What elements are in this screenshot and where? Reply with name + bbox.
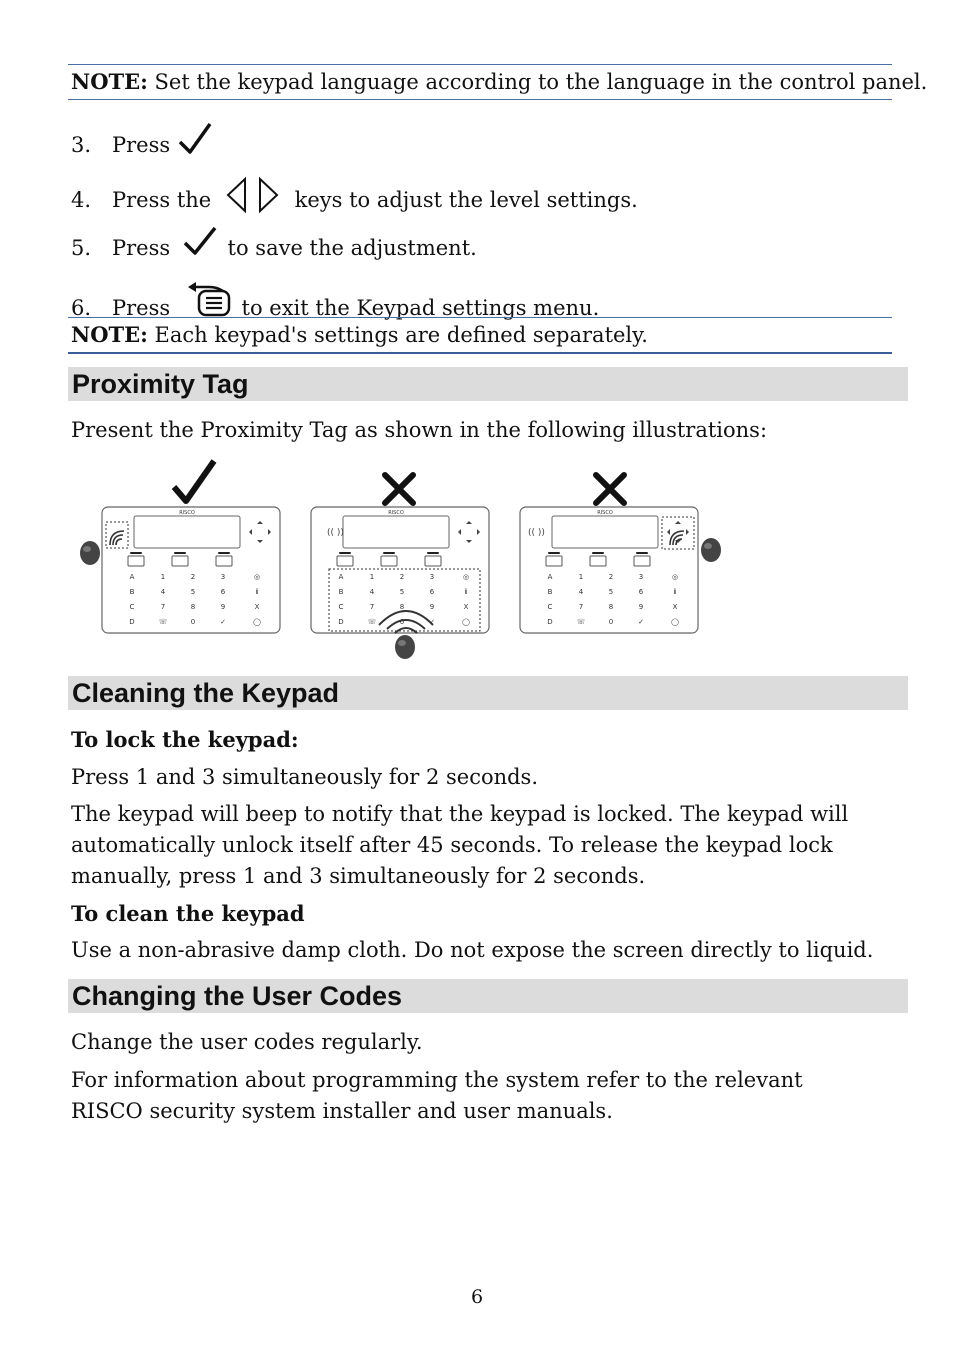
- proximity-tag: [395, 635, 415, 659]
- check-icon: [174, 461, 214, 501]
- note-text: Each keypad's settings are defined separately.: [147, 323, 648, 347]
- step-text: Press the: [112, 188, 212, 212]
- step-3: [71, 122, 213, 158]
- step-number: 4.: [71, 188, 92, 212]
- close-icon: [385, 475, 413, 503]
- step-text: Press: [112, 236, 171, 260]
- subheading-clean: To clean the keypad: [71, 901, 305, 926]
- note-language: [68, 64, 928, 100]
- menu-back-icon: [183, 281, 235, 319]
- proximity-tag: [80, 541, 100, 565]
- paragraph-user-codes: Change the user codes regularly.: [71, 1030, 423, 1054]
- left-right-arrows-icon: [224, 175, 288, 215]
- step-text-after: to save the adjustment.: [227, 236, 477, 260]
- step-text-after: to exit the Keypad settings menu.: [241, 296, 600, 320]
- step-number: 3.: [71, 133, 92, 157]
- check-icon: [177, 122, 213, 158]
- step-number: 5.: [71, 236, 92, 260]
- step-number: 6.: [71, 296, 92, 320]
- keypad-wrong-right: [520, 475, 698, 633]
- proximity-tag: [701, 538, 721, 562]
- step-5: [71, 225, 477, 261]
- step-text: Press: [112, 296, 171, 320]
- proximity-tag-illustration: [78, 455, 728, 665]
- paragraph-programming-info: For information about programming the system refer to the relevant RISCO security system installer and user manuals.: [71, 1068, 803, 1123]
- check-icon: [181, 225, 221, 259]
- section-heading-user-codes: Changing the User Codes: [68, 979, 908, 1013]
- note-settings: [68, 317, 892, 354]
- paragraph-clean-instructions: Use a non-abrasive damp cloth. Do not expose the screen directly to liquid.: [71, 938, 874, 962]
- svg-text:(( )): (( )): [528, 528, 545, 538]
- step-text: Press: [112, 133, 171, 157]
- step-text-after: keys to adjust the level settings.: [294, 188, 638, 212]
- paragraph-lock-details: The keypad will beep to notify that the keypad is locked. The keypad will automatically unlock itself after 45 seconds. To release the keypad lock manually, press 1 and 3 simultaneously for 2 seconds.: [71, 802, 849, 888]
- note-label: NOTE:: [71, 69, 148, 94]
- svg-text:(( )): (( )): [327, 528, 344, 538]
- section-heading-cleaning: Cleaning the Keypad: [68, 676, 908, 710]
- close-icon: [596, 475, 624, 503]
- keypad-correct: [102, 461, 280, 633]
- paragraph-lock-instructions: Press 1 and 3 simultaneously for 2 seconds.: [71, 765, 539, 789]
- keypad-wrong-center: [311, 475, 489, 633]
- note-label: NOTE:: [71, 322, 148, 347]
- step-4: [71, 175, 638, 215]
- note-text: Set the keypad language according to the language in the control panel.: [147, 70, 928, 94]
- step-6: [71, 281, 599, 321]
- section-heading-proximity-tag: Proximity Tag: [68, 367, 908, 401]
- page-number: 6: [470, 1286, 484, 1308]
- subheading-lock: To lock the keypad:: [71, 727, 299, 752]
- proximity-intro: Present the Proximity Tag as shown in the following illustrations:: [71, 418, 768, 442]
